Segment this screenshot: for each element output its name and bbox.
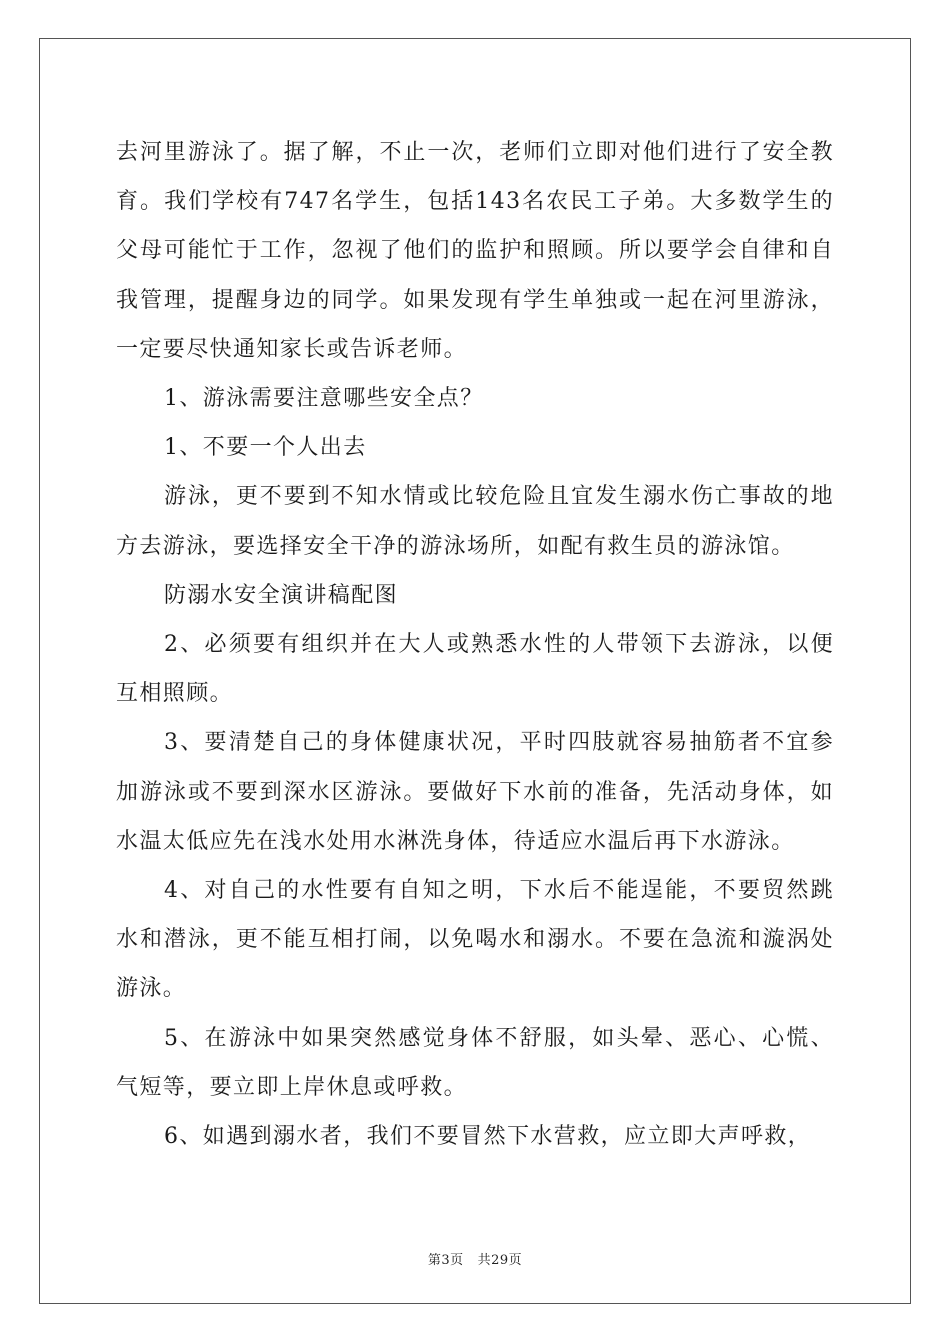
paragraph-5: 防溺水安全演讲稿配图: [164, 582, 399, 608]
paragraph-1: 去河里游泳了。据了解，不止一次，老师们立即对他们进行了安全教育。我们学校有747名学生，包括143名农民工子弟。大多数学生的父母可能忙于工作，忽视了他们的监护和照顾。所以要学会自律和自我管理，提醒身边的同学。如果发现有学生单独或一起在河里游泳，一定要尽快通知家长或告诉老师。: [116, 140, 834, 362]
paragraph-10: 6、如遇到溺水者，我们不要冒然下水营救，应立即大声呼救，: [164, 1124, 812, 1150]
paragraph-4: 游泳，更不要到不知水情或比较危险且宜发生溺水伤亡事故的地方去游泳，要选择安全干净的游泳场所，如配有救生员的游泳馆。: [116, 484, 834, 559]
paragraph-9: 5、在游泳中如果突然感觉身体不舒服，如头晕、恶心、心慌、气短等，要立即上岸休息或呼救。: [116, 1025, 834, 1100]
page-total: 共29页: [477, 1253, 523, 1268]
paragraph-6: 2、必须要有组织并在大人或熟悉水性的人带领下去游泳，以便互相照顾。: [116, 632, 834, 707]
paragraph-8: 4、对自己的水性要有自知之明，下水后不能逞能，不要贸然跳水和潜泳，更不能互相打闹，以免喝水和溺水。不要在急流和漩涡处游泳。: [116, 878, 834, 1002]
paragraph-2: 1、游泳需要注意哪些安全点？: [164, 386, 484, 412]
page-footer: [0, 1249, 950, 1268]
paragraph-7: 3、要清楚自己的身体健康状况，平时四肢就容易抽筋者不宜参加游泳或不要到深水区游泳。要做好下水前的准备，先活动身体，如水温太低应先在浅水处用水淋洗身体，待适应水温后再下水游泳。: [116, 730, 834, 854]
paragraph-3: 1、不要一个人出去: [164, 435, 367, 461]
document-body: [116, 128, 834, 1161]
page-number: 第3页: [427, 1253, 464, 1268]
